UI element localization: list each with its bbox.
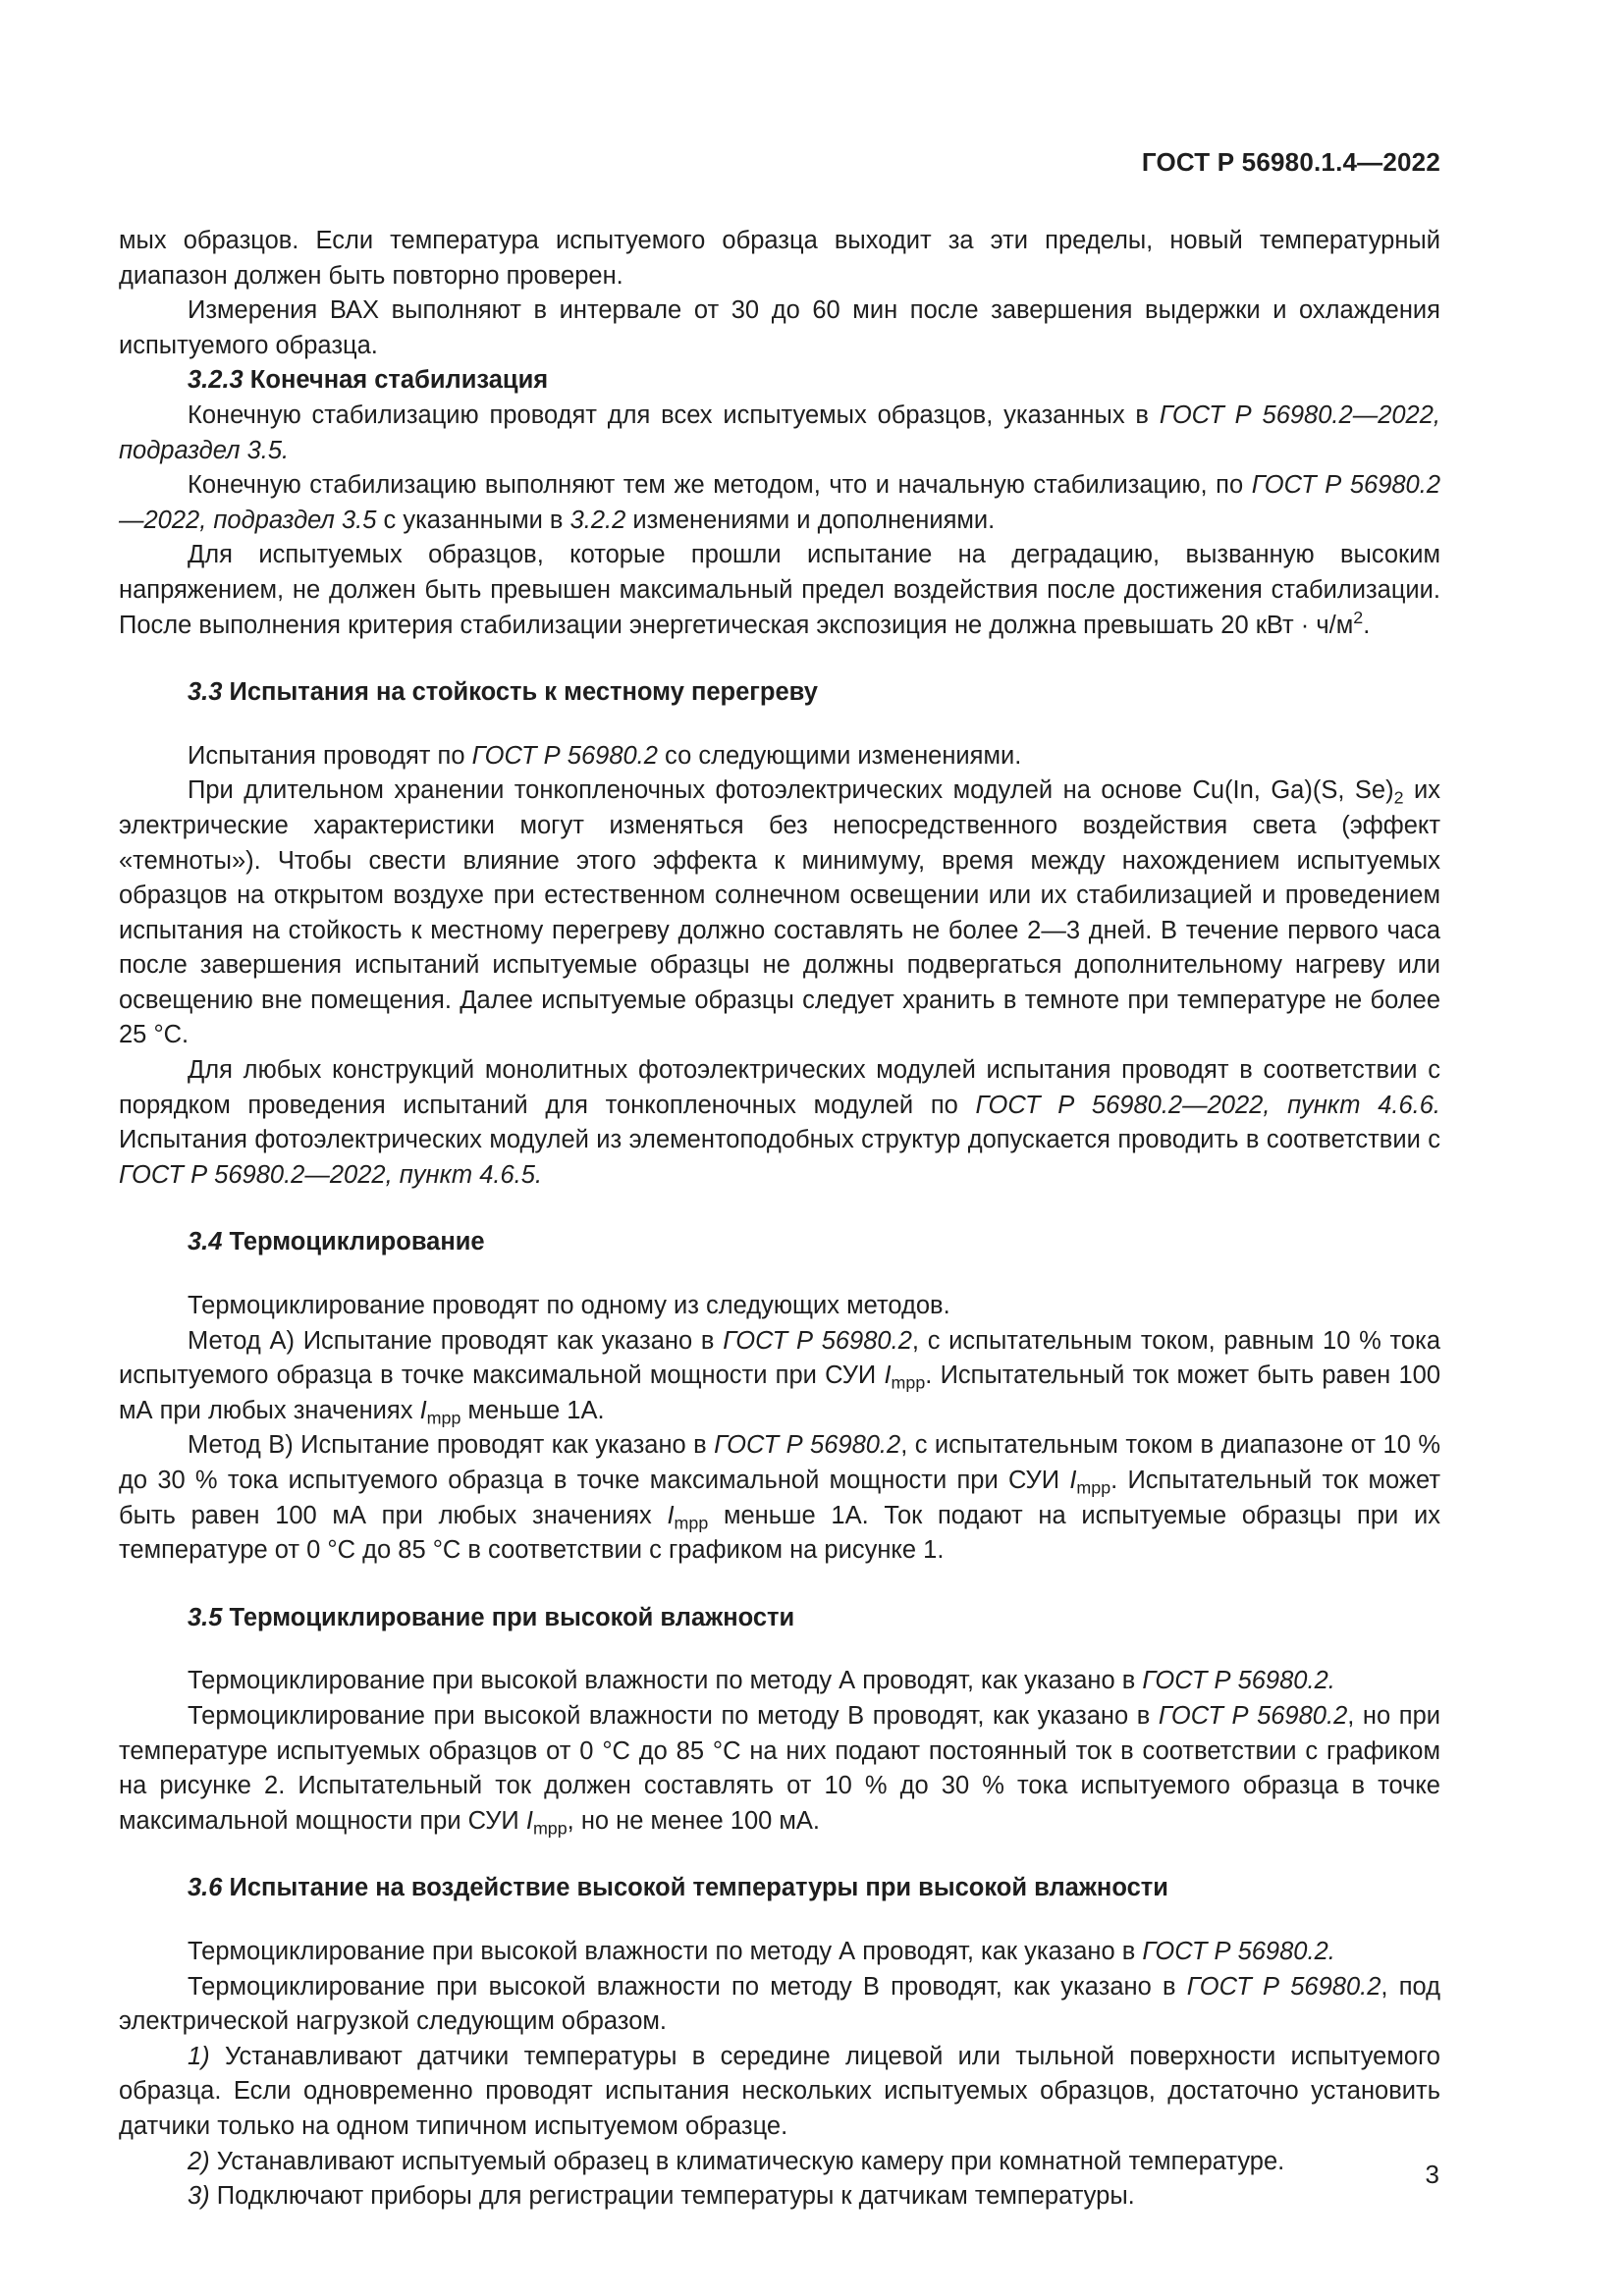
section-number: 3.4 bbox=[188, 1228, 223, 1256]
paragraph: Измерения ВАХ выполняют в интервале от 30 до 60 мин после завершения выдержки и охлаждения испытуемого образца. bbox=[119, 296, 1440, 359]
text-run: Метод В) Испытание проводят как указано в bbox=[188, 1431, 715, 1460]
section-title: Термоциклирование bbox=[222, 1228, 485, 1256]
text-run: Метод А) Испытание проводят как указано в bbox=[188, 1326, 724, 1355]
paragraph bbox=[119, 468, 1440, 538]
text-run: . bbox=[1363, 611, 1371, 639]
text-run: меньше 1А. bbox=[460, 1396, 605, 1424]
text-run: . Испытательный ток может быть равен 100 мА при любых значениях bbox=[119, 1467, 1440, 1529]
paragraph bbox=[119, 1699, 1440, 1839]
subscript: mpp bbox=[674, 1512, 709, 1532]
symbol: I bbox=[884, 1362, 892, 1390]
standard-reference: ГОСТ Р 56980.2—2022, подраздел 3.5. bbox=[119, 400, 1441, 464]
text-run: Конечную стабилизацию выполняют тем же методом, что и начальную стабилизацию, по bbox=[188, 471, 1252, 500]
list-item-text: Устанавливают испытуемый образец в климатическую камеру при комнатной температуре. bbox=[209, 2147, 1285, 2175]
symbol: I bbox=[1069, 1467, 1077, 1494]
section-title: Термоциклирование при высокой влажности bbox=[222, 1603, 795, 1631]
subscript: mpp bbox=[1076, 1477, 1111, 1498]
symbol: I bbox=[419, 1396, 427, 1424]
text-run: Термоциклирование при высокой влажности по методу А проводят, как указано в bbox=[188, 1667, 1143, 1695]
list-item bbox=[119, 2145, 1440, 2180]
list-item-number: 2) bbox=[188, 2147, 210, 2175]
text-run: , но при температуре испытуемых образцов от 0 °С до 85 °С на них подают постоянный ток в соответствии с графиком на рисунке 2. Испытательный ток должен составлять от 10 % до 30 % тока испытуемого образца в точке максимальной мощности при СУИ bbox=[119, 1701, 1441, 1835]
paragraph bbox=[119, 739, 1440, 774]
section-heading-3-3 bbox=[119, 675, 1440, 711]
list-item-text: Устанавливают датчики температуры в середине лицевой или тыльной поверхности испытуемого образца. Если одновременно проводят испытания нескольких испытуемых образцов, достаточно установить датчики только на одном типичном испытуемом образце. bbox=[119, 2042, 1440, 2140]
symbol: I bbox=[525, 1806, 533, 1835]
symbol: I bbox=[667, 1501, 675, 1529]
paragraph bbox=[119, 1428, 1440, 1568]
subscript: mpp bbox=[532, 1818, 568, 1839]
subscript: mpp bbox=[426, 1408, 461, 1428]
text-run: меньше 1А. Ток подают на испытуемые образцы при их температуре от 0 °С до 85 °С в соответствии с графиком на рисунке 1. bbox=[119, 1501, 1440, 1565]
text-run: изменениями и дополнениями. bbox=[625, 506, 996, 534]
standard-reference: ГОСТ Р 56980.2 bbox=[723, 1326, 912, 1355]
text-run: Термоциклирование при высокой влажности по методу В проводят, как указано в bbox=[188, 1701, 1159, 1730]
text-run: с указанными в bbox=[376, 506, 570, 534]
page-number: 3 bbox=[1425, 2160, 1439, 2189]
text-run: Для любых конструкций монолитных фотоэлектрических модулей испытания проводят в соответствии с порядком проведения испытаний для тонкопленочных модулей по bbox=[119, 1056, 1440, 1119]
list-item-number: 3) bbox=[188, 2182, 210, 2211]
section-heading-3-5 bbox=[119, 1601, 1440, 1636]
paragraph: Термоциклирование проводят по одному из следующих методов. bbox=[188, 1292, 950, 1320]
text-run: , под электрической нагрузкой следующим образом. bbox=[119, 1972, 1441, 2036]
section-number: 3.6 bbox=[188, 1874, 223, 1902]
paragraph bbox=[119, 538, 1440, 643]
section-number: 3.5 bbox=[188, 1603, 223, 1631]
standard-reference: ГОСТ Р 56980.2 bbox=[471, 741, 658, 770]
paragraph bbox=[119, 1935, 1440, 1970]
text-run: их электрические характеристики могут изменяться без непосредственного воздействия света (эффект «темноты»). Чтобы свести влияние этого эффекта к минимуму, время между нахождением испытуемых образцов на открытом воздухе при естественном солнечном освещении или их стабилизацией и проведением испытания на стойкость к местному перегреву должно составлять не более 2—3 дней. В течение первого часа после завершения испытаний испытуемые образцы не должны подвергаться дополнительному нагреву или освещению вне помещения. Далее испытуемые образцы следует хранить в темноте при температуре не более 25 °С. bbox=[119, 776, 1440, 1049]
section-title: Конечная стабилизация bbox=[243, 366, 549, 395]
text-run: , но не менее 100 мА. bbox=[567, 1806, 821, 1835]
section-heading-3-2-3 bbox=[119, 363, 1440, 399]
standard-reference: ГОСТ Р 56980.2 bbox=[714, 1431, 901, 1460]
standard-reference: ГОСТ Р 56980.2—2022, подраздел 3.5 bbox=[119, 471, 1441, 534]
superscript: 2 bbox=[1353, 607, 1364, 627]
standard-reference: ГОСТ Р 56980.2. bbox=[1142, 1937, 1335, 1965]
text-run: со следующими изменениями. bbox=[657, 741, 1022, 770]
paragraph: мых образцов. Если температура испытуемого образца выходит за эти пределы, новый температурный диапазон должен быть повторно проверен. bbox=[119, 227, 1440, 290]
paragraph bbox=[119, 1324, 1440, 1429]
list-item bbox=[119, 2040, 1440, 2145]
text-run: Испытания фотоэлектрических модулей из элементоподобных структур допускается проводить в соответствии с bbox=[119, 1126, 1440, 1154]
paragraph bbox=[119, 399, 1440, 468]
text-run: , с испытательным током в диапазоне от 10 % до 30 % тока испытуемого образца в точке максимальной мощности при СУИ bbox=[119, 1431, 1441, 1494]
text-run: Для испытуемых образцов, которые прошли испытание на деградацию, вызванную высоким напряжением, не должен быть превышен максимальный предел воздействия после достижения стабилизации. После выполнения критерия стабилизации энергетическая экспозиция не должна превышать 20 кВт · ч/м bbox=[119, 541, 1440, 639]
standard-reference: ГОСТ Р 56980.2. bbox=[1142, 1667, 1335, 1695]
text-run: Термоциклирование при высокой влажности по методу В проводят, как указано в bbox=[188, 1972, 1187, 2001]
section-title: Испытания на стойкость к местному перегреву bbox=[222, 678, 818, 707]
text-run: . Испытательный ток может быть равен 100 мА при любых значениях bbox=[119, 1362, 1441, 1424]
standard-reference: ГОСТ Р 56980.2—2022, пункт 4.6.5. bbox=[119, 1160, 543, 1189]
standard-reference: ГОСТ Р 56980.2—2022, пункт 4.6.6. bbox=[975, 1091, 1441, 1119]
paragraph bbox=[119, 1664, 1440, 1699]
text-run: , с испытательным током, равным 10 % тока испытуемого образца в точке максимальной мощности при СУИ bbox=[119, 1326, 1440, 1390]
text-run: Конечную стабилизацию проводят для всех испытуемых образцов, указанных в bbox=[188, 400, 1160, 429]
running-header-standard-code: ГОСТ Р 56980.1.4—2022 bbox=[1141, 147, 1440, 177]
standard-reference: ГОСТ Р 56980.2 bbox=[1158, 1701, 1348, 1730]
section-heading-3-6 bbox=[119, 1871, 1440, 1906]
paragraph bbox=[119, 1970, 1440, 2040]
section-heading-3-4 bbox=[119, 1225, 1440, 1260]
list-item-number: 1) bbox=[188, 2042, 210, 2070]
subscript: mpp bbox=[891, 1372, 926, 1393]
list-item-text: Подключают приборы для регистрации температуры к датчикам температуры. bbox=[209, 2182, 1135, 2211]
text-run: Испытания проводят по bbox=[188, 741, 472, 770]
standard-reference: ГОСТ Р 56980.2 bbox=[1186, 1972, 1381, 2001]
section-number: 3.3 bbox=[188, 678, 223, 707]
subscript: 2 bbox=[1393, 787, 1404, 808]
list-item bbox=[119, 2179, 1440, 2215]
paragraph bbox=[119, 1053, 1440, 1193]
text-run: При длительном хранении тонкопленочных фотоэлектрических модулей на основе Cu(In, Ga)(S, Se) bbox=[188, 776, 1394, 805]
document-body bbox=[119, 224, 1440, 2215]
text-run: Термоциклирование при высокой влажности по методу А проводят, как указано в bbox=[188, 1937, 1143, 1965]
section-number: 3.2.3 bbox=[188, 366, 244, 395]
paragraph bbox=[119, 774, 1440, 1053]
section-title: Испытание на воздействие высокой температуры при высокой влажности bbox=[222, 1874, 1168, 1902]
clause-reference: 3.2.2 bbox=[569, 506, 626, 534]
